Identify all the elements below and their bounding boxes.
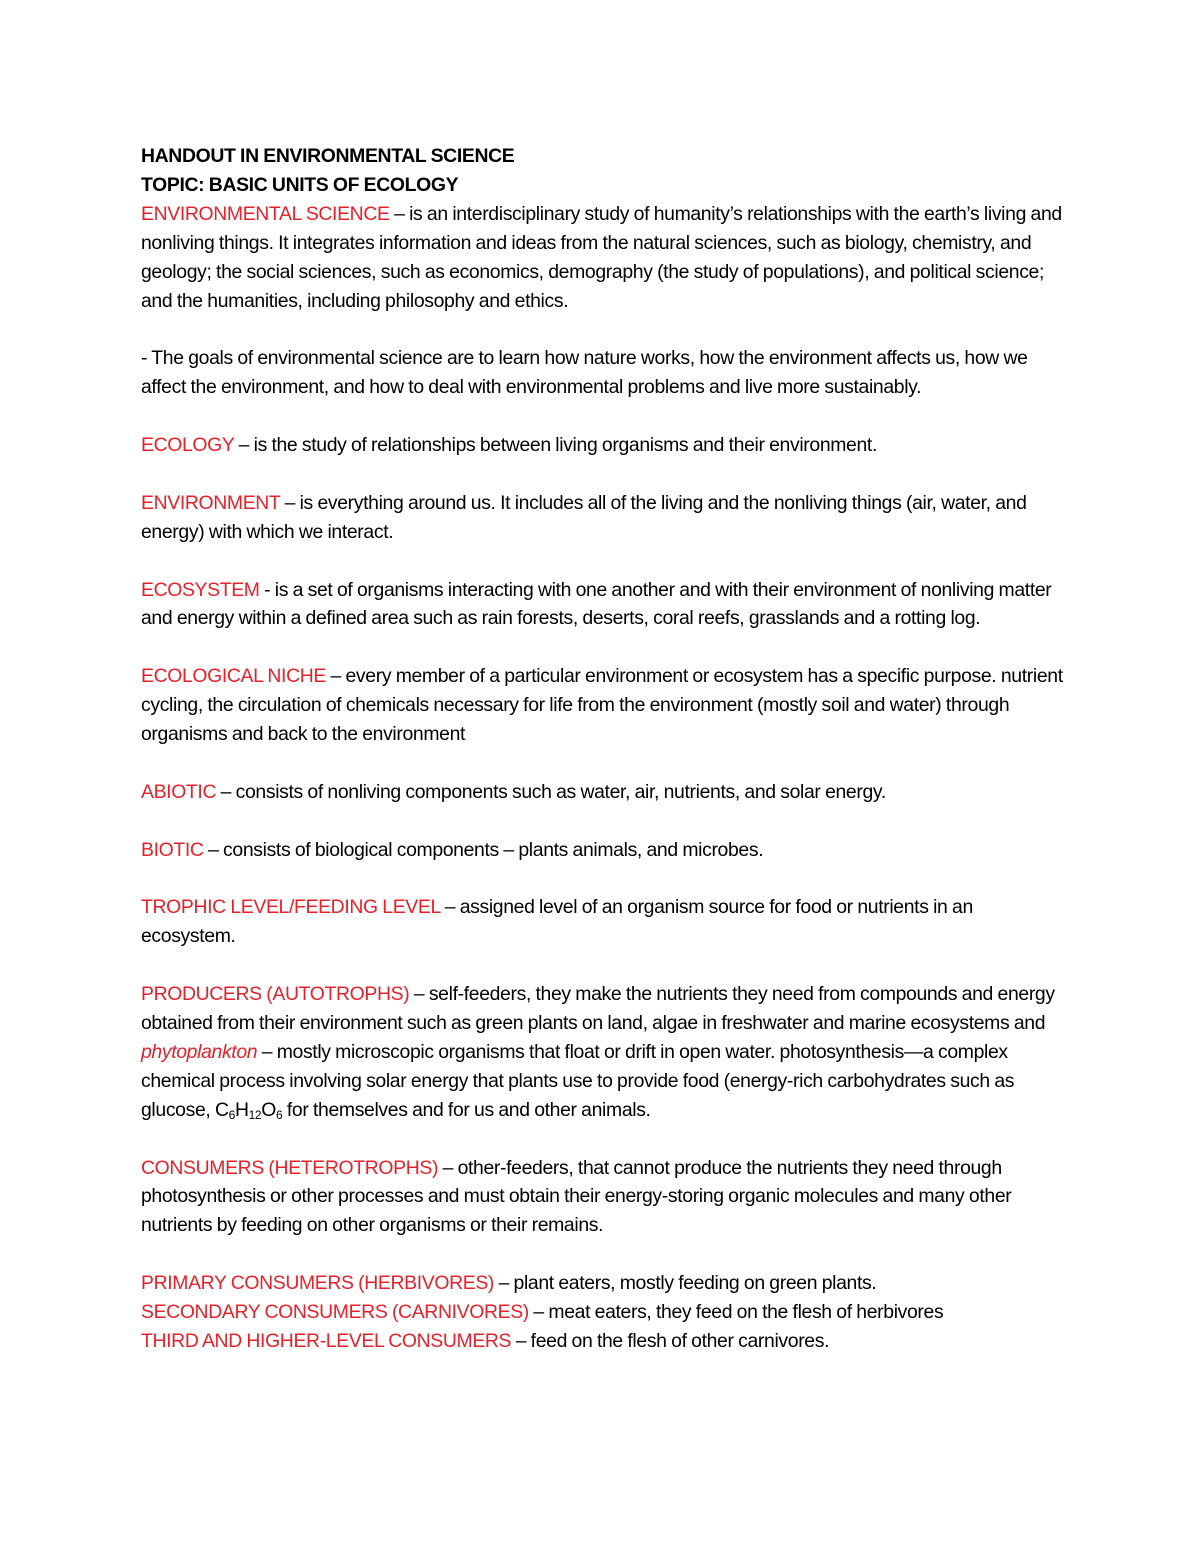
term-secondary-consumers: SECONDARY CONSUMERS (CARNIVORES) [141,1301,529,1324]
definition-ecology: – is the study of relationships between living organisms and their environment. [234,434,877,457]
entry-consumers [141,1154,1066,1241]
definition-third-level-consumers: – feed on the flesh of other carnivores. [511,1329,830,1352]
definition-secondary-consumers: – meat eaters, they feed on the flesh of herbivores [528,1301,944,1324]
formula-hydrogen: H [234,1098,249,1121]
entry-trophic-level [141,893,1066,951]
definition-abiotic: – consists of nonliving components such as water, air, nutrients, and solar energy. [216,780,886,803]
term-consumers: CONSUMERS (HETEROTROPHS) [141,1156,439,1179]
glucose-formula [215,1099,282,1121]
entry-primary-consumers [141,1269,1066,1298]
entry-ecological-niche [141,662,1066,749]
formula-oxygen-count: 6 [276,1107,283,1122]
entry-environmental-science [141,200,1066,316]
entry-biotic [141,836,1066,865]
definition-trophic-level: – assigned level of an organism source for food or nutrients in an ecosystem. [141,896,973,948]
formula-oxygen: O [261,1098,276,1121]
definition-primary-consumers: – plant eaters, mostly feeding on green plants. [494,1272,877,1295]
formula-carbon-count: 6 [228,1107,235,1122]
formula-hydrogen-count: 12 [248,1107,262,1122]
formula-carbon: C [214,1098,229,1121]
term-ecosystem: ECOSYSTEM [141,578,260,601]
term-producers: PRODUCERS (AUTOTROPHS) [141,983,410,1006]
entry-goals [141,344,1066,402]
definition-ecosystem: - is a set of organisms interacting with one another and with their environment of nonliving matter and energy within a defined area such as rain forests, deserts, coral reefs, grasslands and a rotting log. [141,578,1052,630]
definition-consumers: – other-feeders, that cannot produce the nutrients they need through photosynthesis or other processes and must obtain their energy-storing organic molecules and many other nutrients by feeding on other organisms or their remains. [141,1156,1012,1237]
entry-ecology [141,431,1066,460]
term-environmental-science: ENVIRONMENTAL SCIENCE [141,202,390,225]
definition-ecological-niche: – every member of a particular environment or ecosystem has a specific purpose. nutrient cycling, the circulation of chemicals necessary for life from the environment (mostly soil and water) through organisms and back to the environment [141,665,1063,746]
term-ecology: ECOLOGY [141,434,235,457]
definition-producers-part1: – self-feeders, they make the nutrients they need from compounds and energy obtained from their environment such as green plants on land, algae in freshwater and marine ecosystems and [141,983,1055,1035]
definition-producers-part3: for themselves and for us and other animals. [282,1098,651,1121]
handout-page [141,142,1066,1356]
entry-abiotic [141,778,1066,807]
definition-biotic: – consists of biological components – plants animals, and microbes. [203,838,764,861]
term-third-level-consumers: THIRD AND HIGHER-LEVEL CONSUMERS [141,1329,512,1352]
handout-title: HANDOUT IN ENVIRONMENTAL SCIENCE [141,145,515,167]
entry-ecosystem [141,576,1066,634]
term-biotic: BIOTIC [141,838,204,861]
entry-secondary-consumers [141,1298,1066,1327]
definition-environment: – is everything around us. It includes all of the living and the nonliving things (air, water, and energy) with which we interact. [141,491,1027,543]
term-ecological-niche: ECOLOGICAL NICHE [141,665,326,688]
term-abiotic: ABIOTIC [141,780,217,803]
entry-environment [141,489,1066,547]
term-primary-consumers: PRIMARY CONSUMERS (HERBIVORES) [141,1272,495,1295]
handout-topic: TOPIC: BASIC UNITS OF ECOLOGY [141,173,459,196]
definition-environmental-science: – is an interdisciplinary study of humanity’s relationships with the earth’s living and nonliving things. It integrates information and ideas from the natural sciences, such as biology, chemistry, and geology; the social sciences, such as economics, demography (the study of populations), and political science; and the humanities, including philosophy and ethics. [141,202,1062,312]
term-trophic-level: TROPHIC LEVEL/FEEDING LEVEL [141,896,441,919]
term-phytoplankton: phytoplankton [141,1040,258,1063]
entry-third-level-consumers [141,1327,1066,1356]
term-environment: ENVIRONMENT [141,491,281,514]
definition-producers-part2: – mostly microscopic organisms that float or drift in open water. photosynthesis—a complex chemical process involving solar energy that plants use to provide food (energy-rich carbohydrates such as glucose, [141,1040,1015,1121]
entry-producers [141,980,1066,1125]
goals-text: - The goals of environmental science are to learn how nature works, how the environment affects us, how we affect the environment, and how to deal with environmental problems and live more sustainably. [141,347,1028,399]
